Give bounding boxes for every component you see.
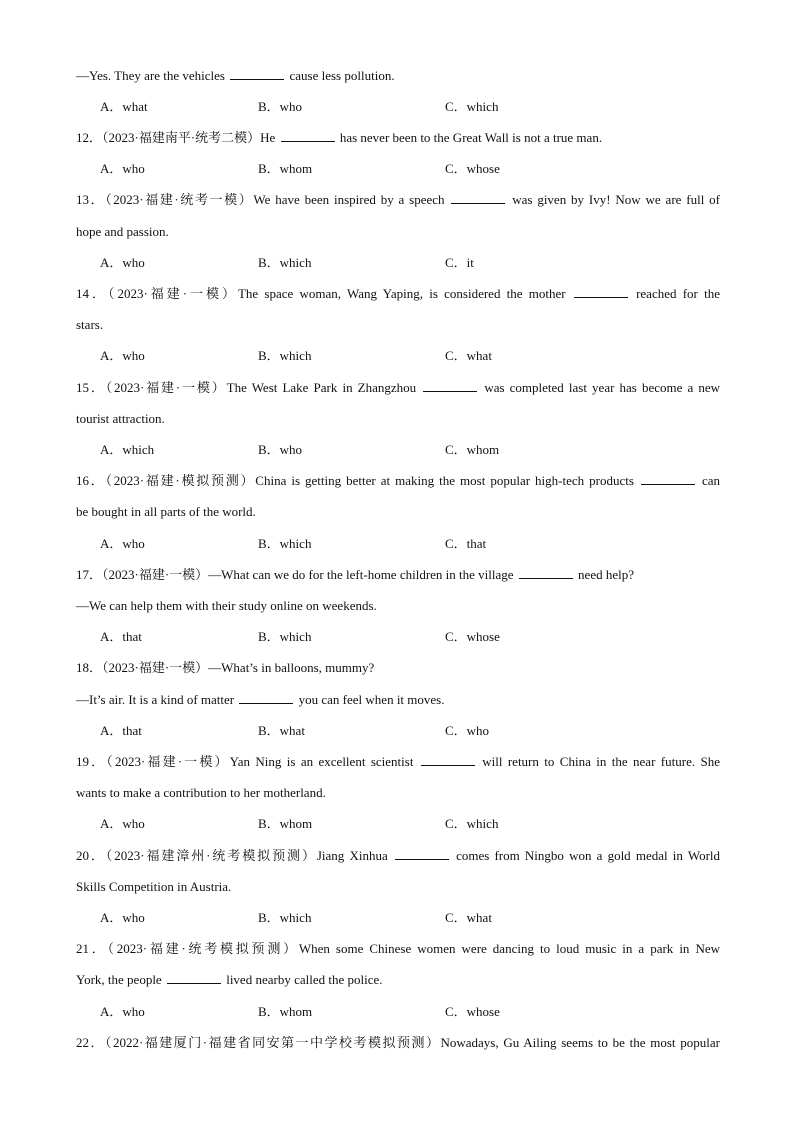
text: you can feel when it moves.	[295, 692, 445, 707]
q14-line-1	[76, 285, 720, 303]
text: 16．（2023·福建·模拟预测）China is getting better at making the most popular high-tech products	[76, 473, 639, 488]
q18-line-1	[76, 659, 720, 677]
text: 19．（2023·福建·一模）Yan Ning is an excellent scientist	[76, 754, 419, 769]
q17-line-2	[76, 597, 720, 615]
text: tourist attraction.	[76, 411, 165, 426]
text: reached for the	[629, 286, 720, 301]
text: —We can help them with their study online on weekends.	[76, 598, 377, 613]
answer-blank[interactable]	[421, 764, 475, 766]
q21-line-2	[76, 971, 720, 989]
text: wants to make a contribution to her motherland.	[76, 785, 326, 800]
answer-blank[interactable]	[230, 78, 284, 80]
option-c[interactable]: C．whose	[445, 161, 500, 176]
option-b[interactable]: B．who	[258, 99, 303, 114]
q15-line-2	[76, 410, 720, 428]
text: need help?	[574, 567, 634, 582]
q21-line-1	[76, 940, 720, 958]
option-b[interactable]: B．which	[258, 348, 312, 363]
option-c[interactable]: C．what	[445, 348, 492, 363]
q17-line-1	[76, 566, 720, 584]
q20-line-2	[76, 878, 720, 896]
option-a[interactable]: A．who	[100, 910, 145, 925]
text: 18．（2023·福建·一模）—What’s in balloons, mummy?	[76, 660, 375, 675]
option-b[interactable]: B．which	[258, 629, 312, 644]
option-a[interactable]: A．which	[100, 442, 155, 457]
option-b[interactable]: B．whom	[258, 816, 313, 831]
option-a[interactable]: A．who	[100, 348, 145, 363]
q20-line-1	[76, 847, 720, 865]
q16-line-1	[76, 472, 720, 490]
text: was completed last year has become a new	[479, 380, 720, 395]
answer-blank[interactable]	[281, 140, 335, 142]
text: 13．（2023·福建·统考一模）We have been inspired by a speech	[76, 192, 450, 207]
option-b[interactable]: B．who	[258, 442, 303, 457]
text: stars.	[76, 317, 104, 332]
option-a[interactable]: A．who	[100, 255, 145, 270]
q13-line-2	[76, 223, 720, 241]
text: Skills Competition in Austria.	[76, 879, 232, 894]
option-a[interactable]: A．what	[100, 99, 148, 114]
text: can	[696, 473, 720, 488]
text: 20．（2023·福建漳州·统考模拟预测）Jiang Xinhua	[76, 848, 393, 863]
answer-blank[interactable]	[423, 390, 477, 392]
option-c[interactable]: C．whose	[445, 1004, 500, 1019]
option-c[interactable]: C．which	[445, 816, 499, 831]
text: 21．（2023·福建·统考模拟预测）When some Chinese women were dancing to loud music in a park in New	[76, 941, 720, 956]
text: 17．（2023·福建·一模）—What can we do for the left-home children in the village	[76, 567, 517, 582]
q14-line-2	[76, 316, 720, 334]
text: be bought in all parts of the world.	[76, 504, 256, 519]
answer-blank[interactable]	[167, 982, 221, 984]
q16-line-2	[76, 503, 720, 521]
option-b[interactable]: B．whom	[258, 161, 313, 176]
option-c[interactable]: C．that	[445, 536, 487, 551]
text: hope and passion.	[76, 224, 169, 239]
option-c[interactable]: C．whose	[445, 629, 500, 644]
option-b[interactable]: B．which	[258, 910, 312, 925]
option-b[interactable]: B．which	[258, 255, 312, 270]
text: was given by Ivy! Now we are full of	[507, 192, 720, 207]
option-c[interactable]: C．what	[445, 910, 492, 925]
answer-blank[interactable]	[451, 202, 505, 204]
q15-line-1	[76, 379, 720, 397]
text: cause less pollution.	[286, 68, 395, 83]
text: 14．（2023·福建·一模）The space woman, Wang Yaping, is considered the mother	[76, 286, 572, 301]
q19-line-1	[76, 753, 720, 771]
text: will return to China in the near future. She	[476, 754, 720, 769]
option-b[interactable]: B．what	[258, 723, 305, 738]
text: —It’s air. It is a kind of matter	[76, 692, 238, 707]
answer-blank[interactable]	[574, 296, 628, 298]
option-c[interactable]: C．which	[445, 99, 499, 114]
answer-blank[interactable]	[239, 702, 293, 704]
option-a[interactable]: A．who	[100, 816, 145, 831]
option-b[interactable]: B．whom	[258, 1004, 313, 1019]
text: 12．（2023·福建南平·统考二模）He	[76, 130, 279, 145]
q18-line-2	[76, 691, 720, 709]
q11-line-1	[76, 67, 720, 85]
q12-line-1	[76, 129, 720, 147]
answer-blank[interactable]	[395, 858, 449, 860]
option-a[interactable]: A．that	[100, 629, 142, 644]
option-a[interactable]: A．that	[100, 723, 142, 738]
answer-blank[interactable]	[519, 577, 573, 579]
q13-line-1	[76, 191, 720, 209]
option-b[interactable]: B．which	[258, 536, 312, 551]
option-a[interactable]: A．who	[100, 536, 145, 551]
text: comes from Ningbo won a gold medal in World	[450, 848, 721, 863]
text: has never been to the Great Wall is not a true man.	[336, 130, 603, 145]
answer-blank[interactable]	[641, 483, 695, 485]
option-c[interactable]: C．it	[445, 255, 474, 270]
text: 15．（2023·福建·一模）The West Lake Park in Zhangzhou	[76, 380, 422, 395]
option-c[interactable]: C．whom	[445, 442, 500, 457]
text: —Yes. They are the vehicles	[76, 68, 229, 83]
text: lived nearby called the police.	[222, 972, 383, 987]
option-a[interactable]: A．who	[100, 1004, 145, 1019]
q22-line-1	[76, 1034, 720, 1052]
text: 22．（2022·福建厦门·福建省同安第一中学校考模拟预测）Nowadays, Gu Ailing seems to be the most popular	[76, 1035, 720, 1050]
option-c[interactable]: C．who	[445, 723, 490, 738]
option-a[interactable]: A．who	[100, 161, 145, 176]
q19-line-2	[76, 784, 720, 802]
text: York, the people	[76, 972, 165, 987]
